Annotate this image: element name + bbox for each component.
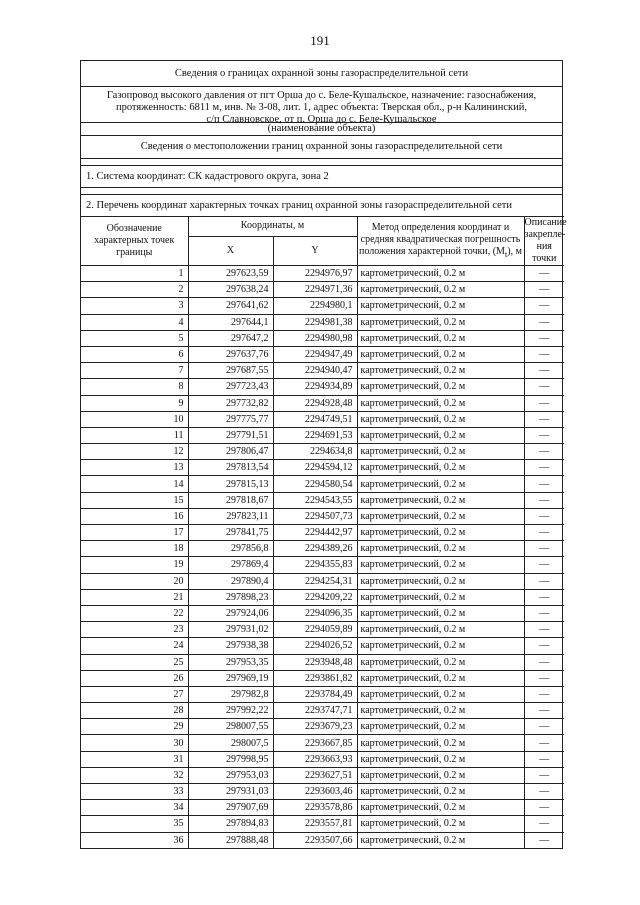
coord-x-cell: 297641,62 [188,298,273,314]
coord-y-cell: 2293663,93 [273,751,357,767]
description-cell: — [524,589,564,605]
coord-y-cell: 2294389,26 [273,541,357,557]
method-cell: картометрический, 0.2 м [357,703,524,719]
coord-y-cell: 2294980,98 [273,330,357,346]
coord-y-cell: 2294947,49 [273,346,357,362]
location-title: Сведения о местоположении границ охранной зоны газораспределительной сети [81,136,562,159]
point-number-cell: 20 [81,573,188,589]
table-row [81,703,564,719]
coord-y-cell: 2294026,52 [273,638,357,654]
method-cell: картометрический, 0.2 м [357,427,524,443]
point-number-cell: 11 [81,427,188,443]
coord-y-cell: 2294691,53 [273,427,357,443]
point-number-cell: 15 [81,492,188,508]
coord-x-cell: 297815,13 [188,476,273,492]
description-cell: — [524,298,564,314]
coord-x-cell: 297823,11 [188,508,273,524]
coord-y-cell: 2293667,85 [273,735,357,751]
coord-x-cell: 297894,83 [188,816,273,832]
method-cell: картометрический, 0.2 м [357,654,524,670]
coord-y-cell: 2294507,73 [273,508,357,524]
method-cell: картометрический, 0.2 м [357,719,524,735]
coord-y-cell: 2293747,71 [273,703,357,719]
table-row [81,525,564,541]
coord-y-cell: 2294059,89 [273,622,357,638]
description-cell: — [524,605,564,621]
point-number-cell: 17 [81,525,188,541]
table-row [81,573,564,589]
method-cell: картометрический, 0.2 м [357,735,524,751]
point-number-cell: 21 [81,589,188,605]
coord-x-cell: 297623,59 [188,266,273,282]
table-row [81,266,564,282]
description-cell: — [524,686,564,702]
coord-x-cell: 297637,76 [188,346,273,362]
coord-x-cell: 297982,8 [188,686,273,702]
coord-x-cell: 297938,38 [188,638,273,654]
coord-x-cell: 297638,24 [188,282,273,298]
description-cell: — [524,379,564,395]
description-cell: — [524,670,564,686]
description-cell: — [524,638,564,654]
description-cell: — [524,492,564,508]
coord-y-cell: 2293507,66 [273,832,357,848]
table-row [81,379,564,395]
object-block [81,87,562,136]
description-cell: — [524,784,564,800]
coord-y-cell: 2294749,51 [273,411,357,427]
coord-x-cell: 297723,43 [188,379,273,395]
point-number-cell: 5 [81,330,188,346]
table-row [81,605,564,621]
method-cell: картометрический, 0.2 м [357,557,524,573]
coord-y-cell: 2294096,35 [273,605,357,621]
points-list-title: 2. Перечень координат характерных точках границ охранной зоны газораспределительной сети [86,199,512,211]
point-number-cell: 24 [81,638,188,654]
description-cell: — [524,735,564,751]
coord-x-cell: 297998,95 [188,751,273,767]
description-cell: — [524,751,564,767]
point-number-cell: 30 [81,735,188,751]
coord-y-cell: 2294971,36 [273,282,357,298]
method-cell: картометрический, 0.2 м [357,670,524,686]
coord-y-cell: 2294940,47 [273,363,357,379]
method-cell: картометрический, 0.2 м [357,444,524,460]
table-row [81,476,564,492]
table-row [81,395,564,411]
table-row [81,622,564,638]
coord-x-cell: 297775,77 [188,411,273,427]
method-cell: картометрический, 0.2 м [357,476,524,492]
point-number-cell: 33 [81,784,188,800]
table-row [81,784,564,800]
method-cell: картометрический, 0.2 м [357,638,524,654]
coord-y-cell: 2294981,38 [273,314,357,330]
table-row [81,346,564,362]
method-cell: картометрический, 0.2 м [357,541,524,557]
point-number-cell: 25 [81,654,188,670]
method-cell: картометрический, 0.2 м [357,298,524,314]
coord-y-cell: 2294928,48 [273,395,357,411]
point-number-cell: 18 [81,541,188,557]
point-number-cell: 28 [81,703,188,719]
coord-y-cell: 2293948,48 [273,654,357,670]
header-method-text: Метод определения координат и средняя квадратическая погрешность положения характерной точки, $(M_t)$, м [359,221,522,259]
object-caption: (наименование объекта) [81,122,562,135]
coordinates-table [81,216,567,848]
spacer-row [81,159,562,166]
table-row [81,686,564,702]
header-description: Описание закрепле-ния точки [524,217,567,264]
description-cell: — [524,767,564,783]
coord-x-cell: 297888,48 [188,832,273,848]
point-number-cell: 4 [81,314,188,330]
coord-y-cell: 2294980,1 [273,298,357,314]
method-cell: картометрический, 0.2 м [357,508,524,524]
description-cell: — [524,395,564,411]
coord-x-cell: 297890,4 [188,573,273,589]
method-cell: картометрический, 0.2 м [357,589,524,605]
method-cell: картометрический, 0.2 м [357,411,524,427]
table-row [81,282,564,298]
point-number-cell: 6 [81,346,188,362]
method-cell: картометрический, 0.2 м [357,573,524,589]
coord-y-cell: 2294934,89 [273,379,357,395]
table-row [81,330,564,346]
table-row [81,298,564,314]
section-title: Сведения о границах охранной зоны газораспределительной сети [81,61,562,87]
description-cell: — [524,460,564,476]
method-cell: картометрический, 0.2 м [357,800,524,816]
method-cell: картометрический, 0.2 м [357,784,524,800]
method-cell: картометрический, 0.2 м [357,363,524,379]
description-cell: — [524,282,564,298]
method-cell: картометрический, 0.2 м [357,395,524,411]
table-row [81,589,564,605]
method-cell: картометрический, 0.2 м [357,832,524,848]
table-row [81,557,564,573]
coord-x-cell: 297644,1 [188,314,273,330]
header-x: X [188,236,273,265]
coord-y-cell: 2293784,49 [273,686,357,702]
point-number-cell: 9 [81,395,188,411]
point-number-cell: 22 [81,605,188,621]
coord-y-cell: 2293603,46 [273,784,357,800]
method-cell: картометрический, 0.2 м [357,282,524,298]
point-number-cell: 1 [81,266,188,282]
coord-x-cell: 297898,23 [188,589,273,605]
table-row [81,719,564,735]
coord-x-cell: 297969,19 [188,670,273,686]
description-cell: — [524,363,564,379]
point-number-cell: 2 [81,282,188,298]
table-row [81,670,564,686]
spacer-row [81,188,562,195]
description-cell: — [524,832,564,848]
description-cell: — [524,444,564,460]
coord-y-cell: 2294355,83 [273,557,357,573]
header-coords: Координаты, м [188,217,357,237]
coord-y-cell: 2294254,31 [273,573,357,589]
method-cell: картометрический, 0.2 м [357,605,524,621]
point-number-cell: 31 [81,751,188,767]
point-number-cell: 16 [81,508,188,524]
description-cell: — [524,427,564,443]
method-cell: картометрический, 0.2 м [357,767,524,783]
point-number-cell: 3 [81,298,188,314]
table-row [81,314,564,330]
point-number-cell: 7 [81,363,188,379]
coord-y-cell: 2294543,55 [273,492,357,508]
coord-y-cell: 2294976,97 [273,266,357,282]
description-cell: — [524,411,564,427]
description-cell: — [524,266,564,282]
method-cell: картометрический, 0.2 м [357,314,524,330]
table-row [81,767,564,783]
coord-y-cell: 2294634,8 [273,444,357,460]
point-number-cell: 32 [81,767,188,783]
coord-x-cell: 297924,06 [188,605,273,621]
table-row [81,816,564,832]
coord-x-cell: 297931,03 [188,784,273,800]
point-number-cell: 8 [81,379,188,395]
point-number-cell: 29 [81,719,188,735]
coord-y-cell: 2293557,81 [273,816,357,832]
coord-x-cell: 297818,67 [188,492,273,508]
description-cell: — [524,330,564,346]
description-cell: — [524,557,564,573]
point-number-cell: 26 [81,670,188,686]
coord-x-cell: 297813,54 [188,460,273,476]
method-cell: картометрический, 0.2 м [357,492,524,508]
table-row [81,411,564,427]
coord-x-cell: 297856,8 [188,541,273,557]
coord-x-cell: 297992,22 [188,703,273,719]
table-row [81,800,564,816]
method-cell: картометрический, 0.2 м [357,346,524,362]
object-line-2: протяженность: 6811 м, инв. № 3-08, лит. 1, адрес объекта: Тверская обл., р-н Калининский, [115,102,528,113]
point-number-cell: 27 [81,686,188,702]
header-point: Обозначение характерных точек границы [81,217,188,266]
table-row [81,363,564,379]
table-row [81,427,564,443]
header-y: Y [273,236,357,265]
description-cell: — [524,573,564,589]
coordinate-system: 1. Система координат: СК кадастрового округа, зона 2 [81,166,562,188]
coord-x-cell: 297806,47 [188,444,273,460]
coord-x-cell: 297953,03 [188,767,273,783]
method-cell: картометрический, 0.2 м [357,330,524,346]
table-row [81,541,564,557]
table-row [81,751,564,767]
description-cell: — [524,314,564,330]
method-cell: картометрический, 0.2 м [357,686,524,702]
point-number-cell: 34 [81,800,188,816]
coord-x-cell: 297732,82 [188,395,273,411]
coord-x-cell: 297869,4 [188,557,273,573]
coord-x-cell: 297647,2 [188,330,273,346]
object-line-3: с/п Славновское, от п. Орша до с. Беле-Кушальское [206,114,437,125]
point-number-cell: 10 [81,411,188,427]
method-cell: картометрический, 0.2 м [357,460,524,476]
description-cell: — [524,346,564,362]
table-row [81,444,564,460]
description-cell: — [524,541,564,557]
method-cell: картометрический, 0.2 м [357,622,524,638]
coord-x-cell: 297841,75 [188,525,273,541]
table-row [81,638,564,654]
coord-x-cell: 297931,02 [188,622,273,638]
method-cell: картометрический, 0.2 м [357,525,524,541]
coord-x-cell: 297687,55 [188,363,273,379]
coord-y-cell: 2294209,22 [273,589,357,605]
header-method [357,217,524,266]
point-number-cell: 13 [81,460,188,476]
point-number-cell: 12 [81,444,188,460]
description-cell: — [524,703,564,719]
object-description [81,87,562,125]
coordinates-table-body [81,266,564,848]
method-cell: картометрический, 0.2 м [357,266,524,282]
description-cell: — [524,508,564,524]
table-row [81,492,564,508]
point-number-cell: 14 [81,476,188,492]
table-row [81,508,564,524]
description-cell: — [524,654,564,670]
point-number-cell: 35 [81,816,188,832]
coord-y-cell: 2294442,97 [273,525,357,541]
boundary-info-frame [80,60,567,849]
description-cell: — [524,719,564,735]
table-row [81,735,564,751]
method-cell: картометрический, 0.2 м [357,751,524,767]
table-row [81,460,564,476]
object-line-1: Газопровод высокого давления от пгт Орша до с. Беле-Кушальское, назначение: газоснабжения, [106,90,537,101]
description-cell: — [524,622,564,638]
coord-y-cell: 2294594,12 [273,460,357,476]
table-row [81,654,564,670]
description-cell: — [524,816,564,832]
page-number: 191 [310,33,330,48]
table-row [81,832,564,848]
method-cell: картометрический, 0.2 м [357,816,524,832]
coord-x-cell: 298007,5 [188,735,273,751]
coord-x-cell: 297791,51 [188,427,273,443]
coord-y-cell: 2293679,23 [273,719,357,735]
coord-x-cell: 297953,35 [188,654,273,670]
description-cell: — [524,800,564,816]
point-number-cell: 36 [81,832,188,848]
coord-x-cell: 298007,55 [188,719,273,735]
coord-y-cell: 2293861,82 [273,670,357,686]
coord-y-cell: 2293578,86 [273,800,357,816]
point-number-cell: 23 [81,622,188,638]
description-cell: — [524,525,564,541]
method-cell: картометрический, 0.2 м [357,379,524,395]
description-cell: — [524,476,564,492]
coord-y-cell: 2294580,54 [273,476,357,492]
point-number-cell: 19 [81,557,188,573]
coord-x-cell: 297907,69 [188,800,273,816]
coord-y-cell: 2293627,51 [273,767,357,783]
